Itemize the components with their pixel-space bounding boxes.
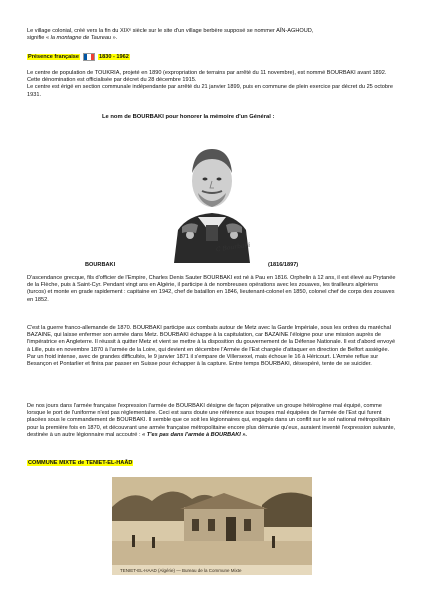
memorial-heading: Le nom de BOURBAKI pour honorer la mémoire d'un Général : bbox=[102, 114, 275, 120]
history-section bbox=[27, 70, 397, 99]
intro-line-2-suffix: ». bbox=[111, 35, 118, 42]
biography-paragraph-3 bbox=[27, 403, 397, 439]
intro-line-1: Le village colonial, créé vers la fin du XIXᵉ siècle sur le site d'un village berbère supposé se nommer AÏN-AGHOUD, bbox=[27, 28, 314, 34]
commune-heading: COMMUNE MIXTE de TENIET-EL-HAÂD bbox=[28, 460, 133, 466]
intro-paragraph bbox=[27, 28, 397, 42]
history-paragraph-1: Le centre de population de TOUKRIA, projeté en 1890 (expropriation de terrains par arrêté du 11 novembre), est nommé BOURBAKI avant 1892. Cette dénomination est officialisée par décret du 28 décembre 1915. bbox=[27, 70, 387, 84]
portrait-name: BOURBAKI bbox=[85, 262, 116, 268]
commune-heading-line bbox=[27, 460, 397, 467]
biography-paragraph-2: C'est la guerre franco-allemande de 1870. BOURBAKI participe aux combats autour de Metz avec la Garde Impériale, sous les ordres du maréchal BAZAINE, qui laisse enfermer son armée dans Metz. BOURBAKI échappe à la capitulation, car BAZAINE l'éloigne pour une mission auprès de l'impératrice en Angleterre. Il réussit à quitter Metz et vient se mettre à la disposition du gouvernement de la Défense Nationale. Il est d'abord envoyé à Lille, puis en novembre 1870 à l'armée de la Loire, qui devient en décembre l'Armée de l'Est chargée d'attaquer en direction de Belfort assiégée. Par un froid intense, avec de grandes difficultés, le 9 janvier 1871 il s'empare de Villersexel, mais échoue le 16 à Héricourt. L'Armée reflue sur Besançon et Pontarlier et finira par passer en Suisse pour échapper à la capture. Entre temps BOURBAKI, désespéré, tente de se suicider. bbox=[27, 325, 396, 368]
presence-line bbox=[27, 53, 397, 62]
intro-italic-meaning: la montagne de Taureau bbox=[50, 35, 112, 42]
photo-caption: TENIET-EL-HAAD (Algérie) — Bureau de la Commune Mixte bbox=[120, 568, 242, 573]
bourbaki-quote: « T'es pas dans l'armée à BOURBAKI ». bbox=[142, 431, 248, 438]
portrait-dates: (1816/1897) bbox=[268, 262, 299, 268]
teniet-el-haad-photo bbox=[112, 477, 312, 575]
portrait-signature: C Bourbaki bbox=[215, 241, 251, 254]
biography-paragraph-3-text: De nos jours dans l'armée française l'expression l'armée de BOURBAKI désigne de façon péjorative un groupe hétérogène mal équipé, comme lorsque le port de l'uniforme n'est pas réglementaire. Ceci est sans doute une référence aux troupes mal équipées de l'armée de l'Est qui furent placées sous le commandement de BOURBAKI. Il semble que ce soit les légionnaires qui, engagés dans un conflit sur le sol national métropolitain pour la première fois en 1870, et découvrant une armée française métropolitaine encore plus démunie qu'eux, auraient inventé l'expression suivante, destinée à un autre légionnaire mal accoutré : bbox=[27, 403, 396, 438]
presence-years: 1830 - 1962 bbox=[99, 54, 129, 61]
french-flag-icon bbox=[83, 53, 95, 61]
biography-paragraph-1: D'ascendance grecque, fils d'officier de l'Empire, Charles Denis Sauter BOURBAKI est né à Pau en 1816. Orphelin à 12 ans, il est élevé au Prytanée de la Flèche, puis à Saint-Cyr. Pendant vingt ans en Algérie, il participe à de nombreuses opérations avec les zouaves, les tirailleurs algériens (turcos) et monte en grade rapidement : capitaine en 1942, chef de bataillon en 1846, lieutenant-colonel en 1850, colonel chef de corps des zouaves en 1852. bbox=[27, 275, 396, 303]
intro-line-2-prefix: signifie « bbox=[27, 35, 51, 42]
history-paragraph-2: Le centre est érigé en section communale indépendante par arrêté du 21 janvier 1899, puis en commune de plein exercice par décret du 25 octobre 1931. bbox=[27, 84, 393, 98]
presence-label: Présence française bbox=[28, 54, 79, 61]
